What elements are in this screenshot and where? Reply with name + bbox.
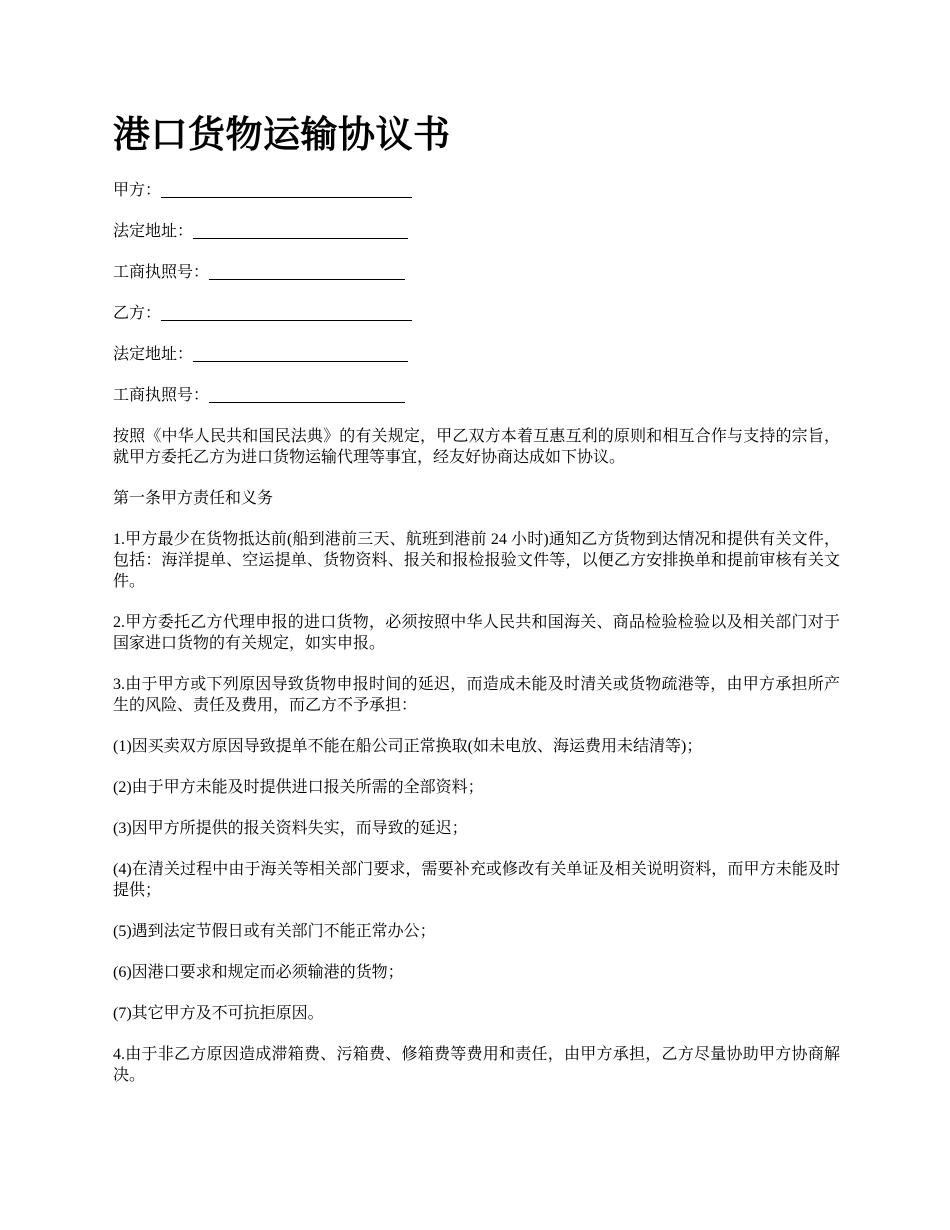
field-blank-line — [193, 345, 408, 362]
party-a-license-field — [113, 262, 840, 284]
agreement-body — [113, 426, 840, 1086]
party-a-name-field — [113, 180, 840, 202]
sub-clause-paragraph: (7)其它甲方及不可抗拒原因。 — [113, 1005, 324, 1022]
party-b-name-field — [113, 303, 840, 325]
field-blank-line — [209, 263, 405, 280]
field-blank-line — [161, 181, 412, 198]
document-page — [113, 112, 840, 1106]
field-label: 工商执照号： — [113, 387, 210, 404]
sub-clause-paragraph: (1)因买卖双方原因导致提单不能在船公司正常换取(如未电放、海运费用未结清等)； — [113, 738, 703, 755]
field-blank-line — [193, 222, 408, 239]
field-label: 乙方： — [113, 305, 162, 322]
sub-clause-paragraph: (6)因港口要求和规定而必须输港的货物； — [113, 964, 404, 981]
clause-paragraph: 3.由于甲方或下列原因导致货物申报时间的延迟，而造成未能及时清关或货物疏港等，由甲方承担所产生的风险、责任及费用，而乙方不予承担： — [113, 676, 840, 714]
article-heading: 第一条甲方责任和义务 — [113, 490, 274, 507]
sub-clause-paragraph: (2)由于甲方未能及时提供进口报关所需的全部资料； — [113, 779, 484, 796]
field-blank-line — [161, 304, 412, 321]
document-title: 港口货物运输协议书 — [113, 115, 451, 156]
field-label: 甲方： — [113, 182, 162, 199]
field-label: 法定地址： — [113, 346, 194, 363]
party-b-address-field — [113, 344, 840, 366]
field-label: 法定地址： — [113, 223, 194, 240]
sub-clause-paragraph: (4)在清关过程中由于海关等相关部门要求，需要补充或修改有关单证及相关说明资料，而甲方未能及时提供； — [113, 861, 840, 899]
clause-paragraph: 2.甲方委托乙方代理申报的进口货物，必须按照中华人民共和国海关、商品检验检验以及相关部门对于国家进口货物的有关规定，如实申报。 — [113, 614, 840, 652]
clause-paragraph: 4.由于非乙方原因造成滞箱费、污箱费、修箱费等费用和责任，由甲方承担，乙方尽量协助甲方协商解决。 — [113, 1046, 840, 1084]
party-a-address-field — [113, 221, 840, 243]
field-blank-line — [209, 386, 405, 403]
party-fields — [113, 180, 840, 407]
sub-clause-paragraph: (5)遇到法定节假日或有关部门不能正常办公； — [113, 923, 436, 940]
sub-clause-paragraph: (3)因甲方所提供的报关资料失实，而导致的延迟； — [113, 820, 468, 837]
party-b-license-field — [113, 385, 840, 407]
field-label: 工商执照号： — [113, 264, 210, 281]
preamble-paragraph: 按照《中华人民共和国民法典》的有关规定，甲乙双方本着互惠互利的原则和相互合作与支持的宗旨，就甲方委托乙方为进口货物运输代理等事宜，经友好协商达成如下协议。 — [113, 428, 840, 466]
clause-paragraph: 1.甲方最少在货物抵达前(船到港前三天、航班到港前 24 小时)通知乙方货物到达情况和提供有关文件，包括：海洋提单、空运提单、货物资料、报关和报检报验文件等，以便乙方安排换单和提前审核有关文件。 — [113, 531, 840, 590]
